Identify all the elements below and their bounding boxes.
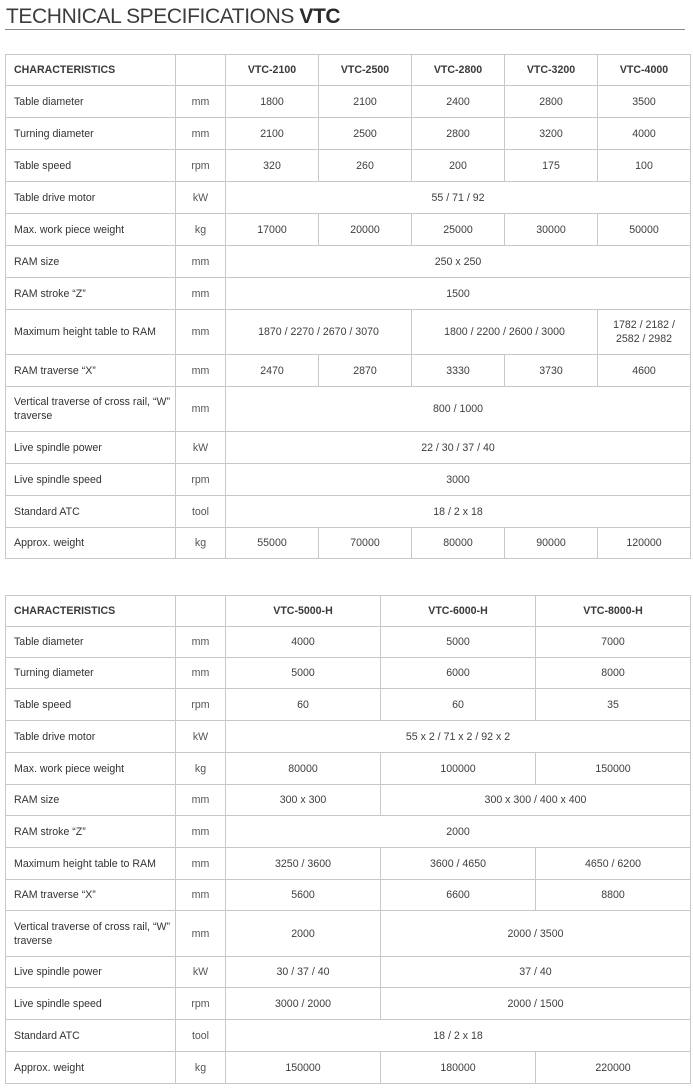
row-label: Live spindle speed [6, 464, 176, 496]
value-cell: 4000 [226, 627, 381, 658]
table-row [6, 721, 691, 753]
value-cell: 300 x 300 [226, 785, 381, 816]
value-cell: 2800 [412, 118, 505, 150]
value-cell: 30 / 37 / 40 [226, 957, 381, 988]
table-row [6, 150, 691, 182]
row-label: Table speed [6, 150, 176, 182]
row-label: Table drive motor [6, 182, 176, 214]
value-cell: 5000 [381, 627, 536, 658]
value-cell: 3000 [226, 464, 691, 496]
value-cell: 8000 [536, 658, 691, 689]
table-row [6, 848, 691, 880]
table-row [6, 816, 691, 848]
row-label: Table diameter [6, 627, 176, 658]
table-row [6, 86, 691, 118]
table-row [6, 627, 691, 658]
header-vtc-6000-h: VTC-6000-H [381, 596, 536, 627]
table-row [6, 355, 691, 387]
value-cell: 80000 [412, 528, 505, 559]
value-cell: 35 [536, 689, 691, 721]
value-cell: 30000 [505, 214, 598, 246]
table-row [6, 658, 691, 689]
header-characteristics: CHARACTERISTICS [6, 596, 176, 627]
row-unit: kg [176, 1052, 226, 1084]
row-unit: mm [176, 848, 226, 880]
value-cell: 1800 [226, 86, 319, 118]
row-label: Live spindle power [6, 432, 176, 464]
row-label: Max. work piece weight [6, 214, 176, 246]
title-divider [5, 29, 685, 30]
value-cell: 55 / 71 / 92 [226, 182, 691, 214]
row-label: Standard ATC [6, 1020, 176, 1052]
value-cell: 175 [505, 150, 598, 182]
header-vtc-2800: VTC-2800 [412, 55, 505, 86]
value-cell: 5600 [226, 880, 381, 911]
table-row [6, 496, 691, 528]
value-cell: 4000 [598, 118, 691, 150]
value-cell: 2100 [319, 86, 412, 118]
row-unit: rpm [176, 150, 226, 182]
row-unit: kg [176, 528, 226, 559]
value-cell: 90000 [505, 528, 598, 559]
row-label: RAM stroke “Z” [6, 278, 176, 310]
value-cell: 18 / 2 x 18 [226, 496, 691, 528]
row-label: Approx. weight [6, 528, 176, 559]
value-cell: 55 x 2 / 71 x 2 / 92 x 2 [226, 721, 691, 753]
table-header-row [6, 596, 691, 627]
value-cell: 25000 [412, 214, 505, 246]
table-row [6, 432, 691, 464]
table-row [6, 118, 691, 150]
value-cell: 20000 [319, 214, 412, 246]
row-label: RAM size [6, 785, 176, 816]
header-unit [176, 596, 226, 627]
value-cell: 3330 [412, 355, 505, 387]
row-unit: kW [176, 957, 226, 988]
table-row [6, 464, 691, 496]
value-cell: 37 / 40 [381, 957, 691, 988]
row-unit: mm [176, 246, 226, 278]
table-row [6, 528, 691, 559]
value-cell: 120000 [598, 528, 691, 559]
header-unit [176, 55, 226, 86]
header-characteristics: CHARACTERISTICS [6, 55, 176, 86]
header-vtc-2500: VTC-2500 [319, 55, 412, 86]
value-cell: 7000 [536, 627, 691, 658]
row-unit: tool [176, 1020, 226, 1052]
value-cell: 50000 [598, 214, 691, 246]
value-cell: 60 [226, 689, 381, 721]
row-label: RAM size [6, 246, 176, 278]
row-label: RAM stroke “Z” [6, 816, 176, 848]
value-cell: 8800 [536, 880, 691, 911]
table-row [6, 387, 691, 432]
row-label: Maximum height table to RAM [6, 848, 176, 880]
table-row [6, 689, 691, 721]
title-prefix: TECHNICAL SPECIFICATIONS [6, 5, 294, 28]
header-vtc-3200: VTC-3200 [505, 55, 598, 86]
row-label: Vertical traverse of cross rail, “W” traverse [6, 911, 176, 957]
spec-table-vtc [5, 54, 691, 559]
value-cell: 100000 [381, 753, 536, 785]
value-cell: 2100 [226, 118, 319, 150]
row-unit: mm [176, 86, 226, 118]
row-unit: mm [176, 355, 226, 387]
value-cell: 220000 [536, 1052, 691, 1084]
table-row [6, 278, 691, 310]
value-cell: 55000 [226, 528, 319, 559]
value-cell: 200 [412, 150, 505, 182]
value-cell: 1782 / 2182 / 2582 / 2982 [598, 310, 691, 355]
row-label: Live spindle speed [6, 988, 176, 1020]
row-unit: mm [176, 310, 226, 355]
value-cell: 1800 / 2200 / 2600 / 3000 [412, 310, 598, 355]
spec-table-vtc-h [5, 595, 691, 1084]
value-cell: 2000 / 3500 [381, 911, 691, 957]
row-label: Maximum height table to RAM [6, 310, 176, 355]
value-cell: 3500 [598, 86, 691, 118]
value-cell: 1870 / 2270 / 2670 / 3070 [226, 310, 412, 355]
value-cell: 60 [381, 689, 536, 721]
value-cell: 3730 [505, 355, 598, 387]
value-cell: 6000 [381, 658, 536, 689]
value-cell: 6600 [381, 880, 536, 911]
row-label: Turning diameter [6, 118, 176, 150]
row-unit: mm [176, 387, 226, 432]
header-vtc-8000-h: VTC-8000-H [536, 596, 691, 627]
row-label: Live spindle power [6, 957, 176, 988]
row-label: RAM traverse “X” [6, 355, 176, 387]
table-row [6, 880, 691, 911]
value-cell: 4650 / 6200 [536, 848, 691, 880]
table-row [6, 214, 691, 246]
row-unit: mm [176, 278, 226, 310]
value-cell: 22 / 30 / 37 / 40 [226, 432, 691, 464]
value-cell: 150000 [536, 753, 691, 785]
value-cell: 2470 [226, 355, 319, 387]
value-cell: 18 / 2 x 18 [226, 1020, 691, 1052]
value-cell: 4600 [598, 355, 691, 387]
row-label: RAM traverse “X” [6, 880, 176, 911]
row-unit: kW [176, 432, 226, 464]
value-cell: 2870 [319, 355, 412, 387]
header-vtc-5000-h: VTC-5000-H [226, 596, 381, 627]
value-cell: 260 [319, 150, 412, 182]
value-cell: 70000 [319, 528, 412, 559]
row-unit: mm [176, 785, 226, 816]
table-row [6, 785, 691, 816]
row-label: Turning diameter [6, 658, 176, 689]
value-cell: 3200 [505, 118, 598, 150]
row-unit: mm [176, 911, 226, 957]
table-row [6, 911, 691, 957]
row-label: Standard ATC [6, 496, 176, 528]
value-cell: 180000 [381, 1052, 536, 1084]
row-unit: tool [176, 496, 226, 528]
value-cell: 80000 [226, 753, 381, 785]
value-cell: 2000 / 1500 [381, 988, 691, 1020]
table-row [6, 957, 691, 988]
row-unit: kW [176, 721, 226, 753]
value-cell: 250 x 250 [226, 246, 691, 278]
row-unit: mm [176, 816, 226, 848]
header-vtc-4000: VTC-4000 [598, 55, 691, 86]
table-row [6, 753, 691, 785]
value-cell: 3600 / 4650 [381, 848, 536, 880]
value-cell: 320 [226, 150, 319, 182]
value-cell: 2500 [319, 118, 412, 150]
value-cell: 5000 [226, 658, 381, 689]
row-unit: mm [176, 118, 226, 150]
value-cell: 3250 / 3600 [226, 848, 381, 880]
row-unit: rpm [176, 464, 226, 496]
table-row [6, 182, 691, 214]
row-label: Max. work piece weight [6, 753, 176, 785]
row-unit: kg [176, 214, 226, 246]
value-cell: 300 x 300 / 400 x 400 [381, 785, 691, 816]
value-cell: 2800 [505, 86, 598, 118]
value-cell: 100 [598, 150, 691, 182]
row-unit: mm [176, 627, 226, 658]
row-label: Approx. weight [6, 1052, 176, 1084]
value-cell: 2400 [412, 86, 505, 118]
value-cell: 2000 [226, 816, 691, 848]
value-cell: 800 / 1000 [226, 387, 691, 432]
header-vtc-2100: VTC-2100 [226, 55, 319, 86]
value-cell: 3000 / 2000 [226, 988, 381, 1020]
page-title [6, 4, 340, 30]
row-label: Table drive motor [6, 721, 176, 753]
row-unit: kg [176, 753, 226, 785]
table-row [6, 246, 691, 278]
row-unit: mm [176, 658, 226, 689]
value-cell: 2000 [226, 911, 381, 957]
row-label: Table diameter [6, 86, 176, 118]
title-model: VTC [299, 5, 341, 28]
value-cell: 17000 [226, 214, 319, 246]
table-row [6, 1020, 691, 1052]
table-header-row [6, 55, 691, 86]
row-label: Table speed [6, 689, 176, 721]
row-unit: rpm [176, 689, 226, 721]
row-unit: mm [176, 880, 226, 911]
value-cell: 1500 [226, 278, 691, 310]
table-row [6, 310, 691, 355]
value-cell: 150000 [226, 1052, 381, 1084]
row-label: Vertical traverse of cross rail, “W” traverse [6, 387, 176, 432]
table-row [6, 1052, 691, 1084]
row-unit: rpm [176, 988, 226, 1020]
table-row [6, 988, 691, 1020]
row-unit: kW [176, 182, 226, 214]
